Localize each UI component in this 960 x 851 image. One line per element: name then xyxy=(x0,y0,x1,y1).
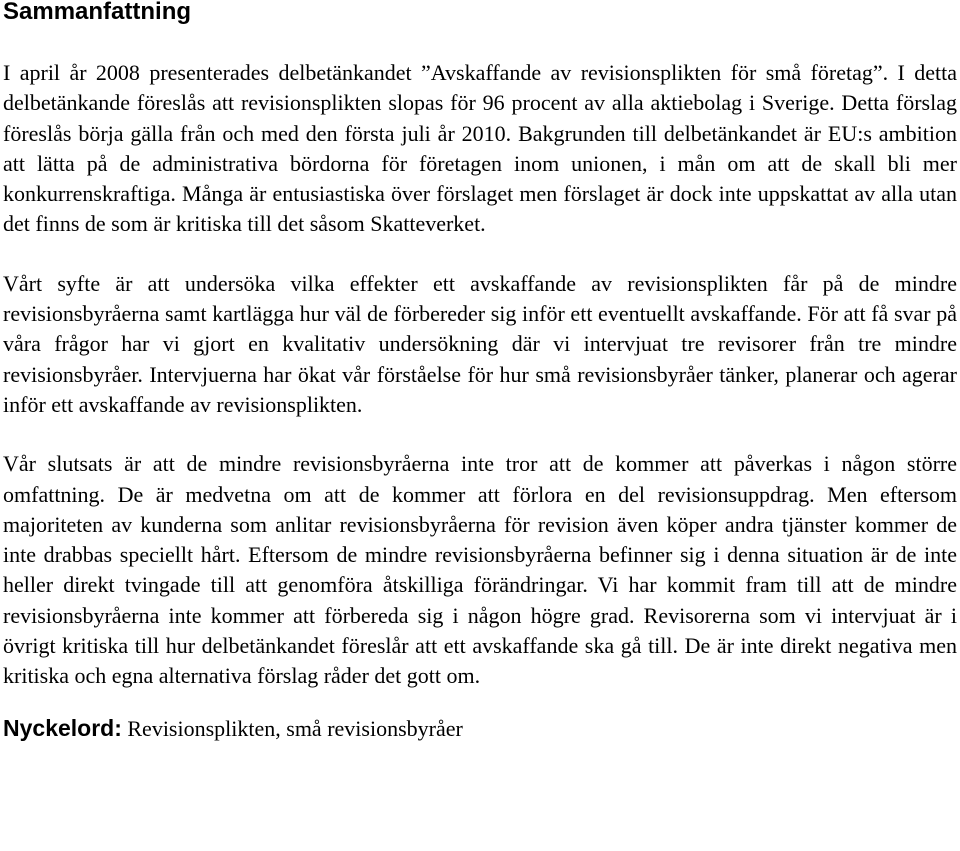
section-heading: Sammanfattning xyxy=(3,0,192,25)
keywords-line xyxy=(3,713,957,744)
paragraph-background: I april år 2008 presenterades delbetänkandet ”Avskaffande av revisionsplikten för små företag”. I detta delbetänkande föreslås att revisionsplikten slopas för 96 procent av alla aktiebolag i Sverige. Detta förslag föreslås börja gälla från och med den första juli år 2010. Bakgrunden till delbetänkandet är EU:s ambition att lätta på de administrativa bördorna för företagen inom unionen, i mån om att de skall bli mer konkurrenskraftiga. Många är entusiastiska över förslaget men förslaget är dock inte uppskattat av alla utan det finns de som är kritiska till det såsom Skatteverket. xyxy=(3,60,957,237)
keywords-label: Nyckelord: xyxy=(3,714,122,741)
keywords-value: Revisionsplikten, små revisionsbyråer xyxy=(121,715,463,741)
paragraph-conclusion: Vår slutsats är att de mindre revisionsbyråerna inte tror att de kommer att påverkas i någon större omfattning. De är medvetna om att de kommer att förlora en del revisionsuppdrag. Men eftersom majoriteten av kunderna som anlitar revisionsbyråerna för revision även köper andra tjänster kommer de inte drabbas speciellt hårt. Eftersom de mindre revisionsbyråerna befinner sig i denna situation är de inte heller direkt tvingade till att genomföra åtskilliga förändringar. Vi har kommit fram till att de mindre revisionsbyråerna inte kommer att förbereda sig i någon högre grad. Revisorerna som vi intervjuat är i övrigt kritiska till hur delbetänkandet föreslår att ett avskaffande ska gå till. De är inte direkt negativa men kritiska och egna alternativa förslag råder det gott om. xyxy=(3,451,957,689)
document-page xyxy=(3,0,957,744)
paragraph-purpose: Vårt syfte är att undersöka vilka effekter ett avskaffande av revisionsplikten får på de mindre revisionsbyråerna samt kartlägga hur väl de förbereder sig inför ett eventuellt avskaffande. För att få svar på våra frågor har vi gjort en kvalitativ undersökning där vi intervjuat tre revisorer från tre mindre revisionsbyråer. Intervjuerna har ökat vår förståelse för hur små revisionsbyråer tänker, planerar och agerar inför ett avskaffande av revisionsplikten. xyxy=(3,270,957,417)
